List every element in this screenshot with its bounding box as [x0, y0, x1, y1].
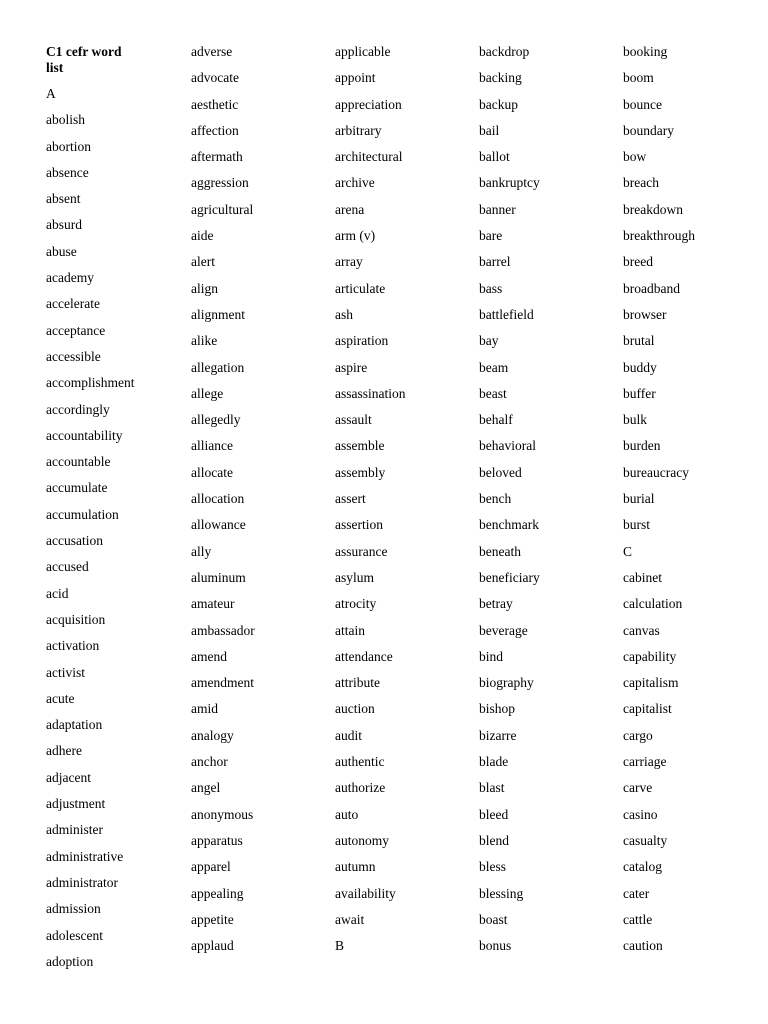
word-entry: accumulate	[46, 480, 108, 496]
word-entry: bizarre	[479, 727, 517, 743]
word-entry: await	[335, 911, 365, 927]
word-entry: absent	[46, 191, 81, 207]
word-entry: arbitrary	[335, 122, 382, 138]
word-entry: adoption	[46, 953, 94, 969]
word-entry: auto	[335, 806, 359, 822]
word-entry: authorize	[335, 780, 386, 796]
word-entry: amateur	[191, 596, 235, 612]
word-entry: caution	[623, 938, 663, 954]
word-entry: accessible	[46, 348, 101, 364]
word-entry: betray	[479, 596, 513, 612]
word-entry: array	[335, 254, 363, 270]
word-entry: aesthetic	[191, 96, 239, 112]
word-entry: asylum	[335, 569, 374, 585]
word-entry: abortion	[46, 138, 91, 154]
word-entry: acquisition	[46, 611, 106, 627]
word-entry: behalf	[479, 412, 513, 428]
section-letter: C	[623, 543, 633, 559]
word-entry: activist	[46, 664, 85, 680]
word-entry: administer	[46, 822, 103, 838]
word-entry: alert	[191, 254, 215, 270]
word-entry: appoint	[335, 70, 376, 86]
word-entry: aluminum	[191, 569, 246, 585]
word-entry: bounce	[623, 96, 662, 112]
word-entry: acid	[46, 585, 69, 601]
word-entry: allegedly	[191, 412, 241, 428]
word-entry: carriage	[623, 754, 667, 770]
word-entry: alliance	[191, 438, 233, 454]
word-entry: bass	[479, 280, 503, 296]
word-entry: backing	[479, 70, 522, 86]
word-entry: architectural	[335, 149, 403, 165]
word-entry: capitalism	[623, 675, 679, 691]
word-entry: canvas	[623, 622, 660, 638]
word-entry: blast	[479, 780, 505, 796]
word-entry: bishop	[479, 701, 516, 717]
word-entry: autumn	[335, 859, 376, 875]
word-entry: blade	[479, 754, 509, 770]
word-entry: bonus	[479, 938, 512, 954]
word-column-2	[191, 44, 331, 964]
word-entry: assembly	[335, 464, 386, 480]
word-entry: buffer	[623, 385, 656, 401]
word-entry: breed	[623, 254, 653, 270]
word-column-5	[623, 44, 763, 964]
word-entry: battlefield	[479, 306, 534, 322]
word-entry: accordingly	[46, 401, 110, 417]
word-entry: allocation	[191, 491, 245, 507]
word-entry: aggression	[191, 175, 249, 191]
word-entry: alike	[191, 333, 218, 349]
word-entry: bare	[479, 228, 503, 244]
word-entry: adjacent	[46, 769, 91, 785]
word-entry: attain	[335, 622, 365, 638]
word-entry: boast	[479, 911, 508, 927]
word-entry: audit	[335, 727, 362, 743]
word-entry: biography	[479, 675, 534, 691]
word-entry: banner	[479, 201, 516, 217]
word-entry: apparatus	[191, 832, 243, 848]
word-entry: buddy	[623, 359, 657, 375]
word-entry: breakthrough	[623, 228, 695, 244]
word-entry: ambassador	[191, 622, 255, 638]
word-entry: adolescent	[46, 927, 103, 943]
word-entry: aide	[191, 228, 214, 244]
word-entry: breach	[623, 175, 659, 191]
word-entry: accumulation	[46, 506, 119, 522]
word-entry: articulate	[335, 280, 386, 296]
word-entry: adaptation	[46, 717, 103, 733]
word-entry: browser	[623, 306, 667, 322]
word-entry: bankruptcy	[479, 175, 540, 191]
word-entry: accountability	[46, 427, 123, 443]
word-entry: arena	[335, 201, 365, 217]
word-entry: amendment	[191, 675, 254, 691]
word-entry: administrator	[46, 874, 118, 890]
word-entry: burden	[623, 438, 661, 454]
word-entry: assemble	[335, 438, 385, 454]
word-entry: booking	[623, 44, 668, 59]
word-entry: advocate	[191, 70, 239, 86]
word-entry: acute	[46, 690, 75, 706]
word-entry: allege	[191, 385, 224, 401]
word-entry: appreciation	[335, 96, 402, 112]
word-entry: casino	[623, 806, 658, 822]
word-entry: broadband	[623, 280, 680, 296]
word-entry: aftermath	[191, 149, 243, 165]
word-entry: brutal	[623, 333, 655, 349]
word-entry: absence	[46, 164, 89, 180]
word-entry: cabinet	[623, 569, 662, 585]
word-entry: boom	[623, 70, 654, 86]
word-entry: arm (v)	[335, 228, 376, 244]
word-entry: agricultural	[191, 201, 254, 217]
word-entry: appealing	[191, 885, 244, 901]
word-entry: aspire	[335, 359, 368, 375]
word-entry: allegation	[191, 359, 245, 375]
word-entry: assurance	[335, 543, 388, 559]
word-entry: ash	[335, 306, 353, 322]
word-entry: attribute	[335, 675, 380, 691]
word-column-4	[479, 44, 619, 964]
word-entry: burial	[623, 491, 655, 507]
word-entry: anchor	[191, 754, 228, 770]
word-entry: bureaucracy	[623, 464, 689, 480]
word-entry: analogy	[191, 727, 234, 743]
word-entry: availability	[335, 885, 396, 901]
word-entry: affection	[191, 122, 239, 138]
word-entry: blend	[479, 832, 509, 848]
word-entry: assassination	[335, 385, 406, 401]
word-entry: ballot	[479, 149, 510, 165]
word-entry: applicable	[335, 44, 391, 59]
word-entry: benchmark	[479, 517, 539, 533]
word-entry: bench	[479, 491, 512, 507]
word-entry: acceptance	[46, 322, 106, 338]
word-entry: bulk	[623, 412, 648, 428]
word-entry: accountable	[46, 454, 111, 470]
word-entry: cater	[623, 885, 650, 901]
word-entry: carve	[623, 780, 653, 796]
word-entry: anonymous	[191, 806, 254, 822]
document-title: C1 cefr word list	[46, 44, 122, 75]
word-entry: backup	[479, 96, 518, 112]
word-entry: bind	[479, 648, 504, 664]
word-entry: casualty	[623, 832, 668, 848]
word-entry: absurd	[46, 217, 82, 233]
word-entry: beloved	[479, 464, 522, 480]
word-entry: capitalist	[623, 701, 672, 717]
word-entry: ally	[191, 543, 212, 559]
word-entry: archive	[335, 175, 375, 191]
word-entry: atrocity	[335, 596, 377, 612]
word-entry: adjustment	[46, 796, 106, 812]
word-entry: accomplishment	[46, 375, 135, 391]
word-entry: beneficiary	[479, 569, 540, 585]
word-entry: calculation	[623, 596, 683, 612]
word-entry: backdrop	[479, 44, 530, 59]
word-entry: beneath	[479, 543, 521, 559]
word-entry: abolish	[46, 112, 85, 128]
word-entry: academy	[46, 270, 94, 286]
word-entry: adverse	[191, 44, 233, 59]
word-entry: bless	[479, 859, 506, 875]
word-entry: beverage	[479, 622, 528, 638]
word-entry: capability	[623, 648, 677, 664]
word-entry: allowance	[191, 517, 246, 533]
word-entry: boundary	[623, 122, 674, 138]
word-entry: autonomy	[335, 832, 389, 848]
word-entry: catalog	[623, 859, 662, 875]
word-entry: bow	[623, 149, 647, 165]
word-column-1	[46, 44, 186, 980]
word-entry: assert	[335, 491, 366, 507]
word-entry: adhere	[46, 743, 82, 759]
word-entry: bleed	[479, 806, 509, 822]
word-entry: assault	[335, 412, 372, 428]
word-entry: accelerate	[46, 296, 100, 312]
word-entry: accusation	[46, 533, 103, 549]
word-entry: accused	[46, 559, 89, 575]
word-entry: apparel	[191, 859, 231, 875]
word-entry: allocate	[191, 464, 233, 480]
word-entry: bail	[479, 122, 500, 138]
word-entry: behavioral	[479, 438, 536, 454]
word-entry: applaud	[191, 938, 234, 954]
word-column-3	[335, 44, 475, 964]
word-entry: beast	[479, 385, 507, 401]
word-entry: assertion	[335, 517, 383, 533]
word-entry: abuse	[46, 243, 77, 259]
word-entry: beam	[479, 359, 509, 375]
word-entry: bay	[479, 333, 499, 349]
word-entry: cargo	[623, 727, 653, 743]
word-entry: angel	[191, 780, 221, 796]
word-entry: blessing	[479, 885, 524, 901]
word-entry: barrel	[479, 254, 511, 270]
word-entry: align	[191, 280, 218, 296]
word-entry: breakdown	[623, 201, 683, 217]
section-letter: A	[46, 86, 56, 101]
word-entry: burst	[623, 517, 650, 533]
word-entry: activation	[46, 638, 100, 654]
section-letter: B	[335, 938, 345, 954]
word-entry: alignment	[191, 306, 245, 322]
word-entry: amend	[191, 648, 227, 664]
word-entry: administrative	[46, 848, 124, 864]
word-entry: attendance	[335, 648, 393, 664]
word-entry: aspiration	[335, 333, 389, 349]
word-entry: authentic	[335, 754, 385, 770]
word-entry: auction	[335, 701, 375, 717]
word-entry: amid	[191, 701, 218, 717]
word-entry: appetite	[191, 911, 234, 927]
word-entry: admission	[46, 901, 101, 917]
word-entry: cattle	[623, 911, 653, 927]
